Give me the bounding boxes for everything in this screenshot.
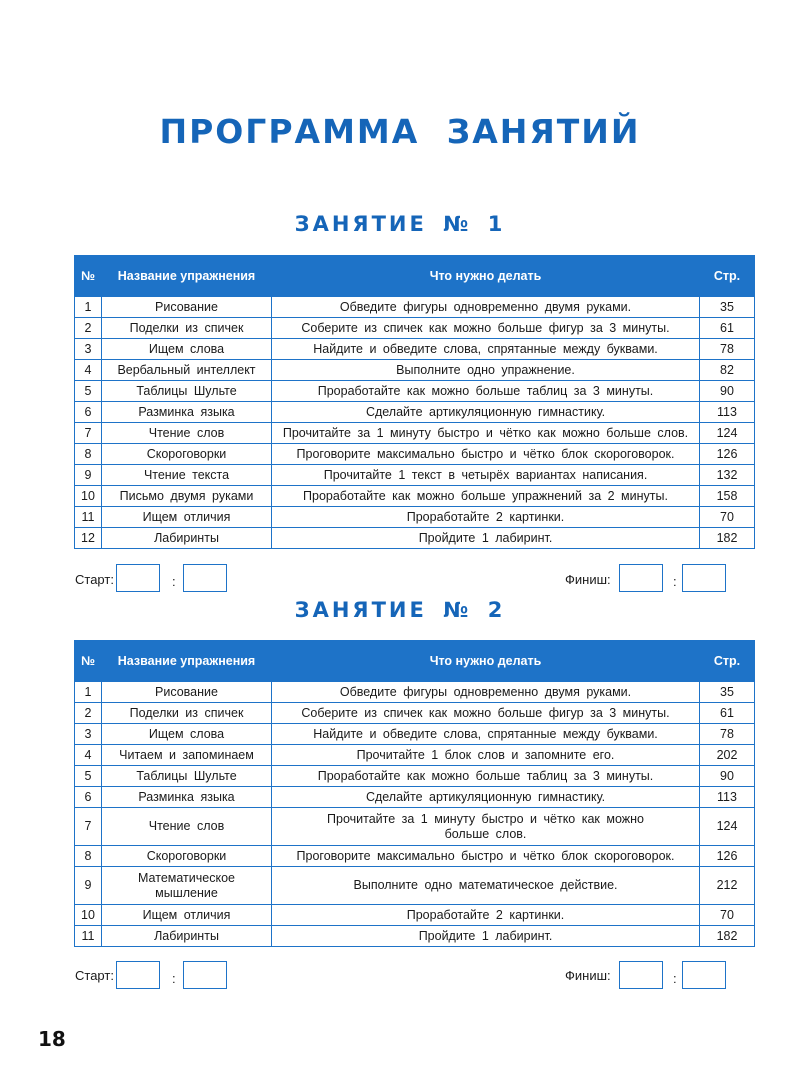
row-num: 5 bbox=[75, 766, 102, 787]
exercise-page: 35 bbox=[700, 682, 755, 703]
row-num: 12 bbox=[75, 528, 102, 549]
exercise-task: Пройдите 1 лабиринт. bbox=[272, 528, 700, 549]
table-row bbox=[75, 846, 755, 867]
exercise-name: Лабиринты bbox=[102, 926, 272, 947]
exercise-page: 124 bbox=[700, 423, 755, 444]
lesson-2-start-colon: : bbox=[172, 971, 176, 986]
row-num: 1 bbox=[75, 297, 102, 318]
lesson-1-table bbox=[74, 255, 755, 549]
exercise-task: Соберите из спичек как можно больше фигур за 3 минуты. bbox=[272, 318, 700, 339]
lesson-2-start-label: Старт: bbox=[75, 968, 114, 983]
exercise-name: Таблицы Шульте bbox=[102, 381, 272, 402]
lesson-2-finish-minutes-box[interactable] bbox=[682, 961, 726, 989]
exercise-task: Проработайте как можно больше таблиц за 3 минуты. bbox=[272, 381, 700, 402]
exercise-page: 158 bbox=[700, 486, 755, 507]
exercise-name: Чтение слов bbox=[102, 423, 272, 444]
row-num: 3 bbox=[75, 724, 102, 745]
exercise-task: Проговорите максимально быстро и чётко блок скороговорок. bbox=[272, 846, 700, 867]
lesson-1-start-colon: : bbox=[172, 574, 176, 589]
table-row bbox=[75, 339, 755, 360]
header-page: Стр. bbox=[700, 641, 755, 682]
table-row bbox=[75, 486, 755, 507]
header-page: Стр. bbox=[700, 256, 755, 297]
table-row bbox=[75, 423, 755, 444]
exercise-name: Чтение текста bbox=[102, 465, 272, 486]
table-row bbox=[75, 528, 755, 549]
exercise-page: 126 bbox=[700, 846, 755, 867]
exercise-name: Поделки из спичек bbox=[102, 318, 272, 339]
row-num: 1 bbox=[75, 682, 102, 703]
exercise-name: Рисование bbox=[102, 682, 272, 703]
header-num: № bbox=[75, 256, 102, 297]
table-row bbox=[75, 724, 755, 745]
row-num: 6 bbox=[75, 787, 102, 808]
exercise-task: Найдите и обведите слова, спрятанные между буквами. bbox=[272, 339, 700, 360]
exercise-name: Лабиринты bbox=[102, 528, 272, 549]
table-row bbox=[75, 787, 755, 808]
exercise-task: Проработайте как можно больше упражнений за 2 минуты. bbox=[272, 486, 700, 507]
exercise-name: Таблицы Шульте bbox=[102, 766, 272, 787]
exercise-name: Чтение слов bbox=[102, 808, 272, 846]
exercise-page: 90 bbox=[700, 766, 755, 787]
exercise-task: Соберите из спичек как можно больше фигур за 3 минуты. bbox=[272, 703, 700, 724]
exercise-page: 82 bbox=[700, 360, 755, 381]
row-num: 4 bbox=[75, 745, 102, 766]
header-task: Что нужно делать bbox=[272, 641, 700, 682]
exercise-page: 78 bbox=[700, 724, 755, 745]
exercise-name: Ищем отличия bbox=[102, 507, 272, 528]
row-num: 8 bbox=[75, 846, 102, 867]
exercise-page: 70 bbox=[700, 905, 755, 926]
table-header-row bbox=[75, 641, 755, 682]
table-row bbox=[75, 318, 755, 339]
row-num: 10 bbox=[75, 486, 102, 507]
exercise-page: 78 bbox=[700, 339, 755, 360]
row-num: 6 bbox=[75, 402, 102, 423]
header-name: Название упражнения bbox=[102, 256, 272, 297]
exercise-name: Скороговорки bbox=[102, 444, 272, 465]
row-num: 2 bbox=[75, 318, 102, 339]
exercise-task: Сделайте артикуляционную гимнастику. bbox=[272, 402, 700, 423]
exercise-page: 212 bbox=[700, 867, 755, 905]
table-row bbox=[75, 297, 755, 318]
exercise-name: Поделки из спичек bbox=[102, 703, 272, 724]
header-task: Что нужно делать bbox=[272, 256, 700, 297]
lesson-1-finish-label: Финиш: bbox=[565, 572, 611, 587]
header-name: Название упражнения bbox=[102, 641, 272, 682]
exercise-page: 182 bbox=[700, 528, 755, 549]
lesson-1-start-label: Старт: bbox=[75, 572, 114, 587]
exercise-page: 126 bbox=[700, 444, 755, 465]
table-row bbox=[75, 402, 755, 423]
exercise-task: Обведите фигуры одновременно двумя руками. bbox=[272, 297, 700, 318]
exercise-page: 124 bbox=[700, 808, 755, 846]
lesson-1-start-hours-box[interactable] bbox=[116, 564, 160, 592]
exercise-task: Прочитайте 1 блок слов и запомните его. bbox=[272, 745, 700, 766]
exercise-task: Проработайте как можно больше таблиц за 3 минуты. bbox=[272, 766, 700, 787]
exercise-task: Прочитайте 1 текст в четырёх вариантах написания. bbox=[272, 465, 700, 486]
lesson-1-finish-minutes-box[interactable] bbox=[682, 564, 726, 592]
row-num: 10 bbox=[75, 905, 102, 926]
exercise-task: Обведите фигуры одновременно двумя руками. bbox=[272, 682, 700, 703]
table-row bbox=[75, 867, 755, 905]
exercise-task: Прочитайте за 1 минуту быстро и чётко как можно больше слов. bbox=[272, 423, 700, 444]
exercise-task: Выполните одно математическое действие. bbox=[272, 867, 700, 905]
exercise-name: Скороговорки bbox=[102, 846, 272, 867]
row-num: 9 bbox=[75, 465, 102, 486]
lesson-2-title: ЗАНЯТИЕ № 2 bbox=[294, 598, 506, 622]
page-number: 18 bbox=[38, 1027, 66, 1051]
exercise-name: Ищем отличия bbox=[102, 905, 272, 926]
exercise-page: 182 bbox=[700, 926, 755, 947]
table-row bbox=[75, 444, 755, 465]
lesson-2-start-hours-box[interactable] bbox=[116, 961, 160, 989]
lesson-2-start-minutes-box[interactable] bbox=[183, 961, 227, 989]
lesson-2-finish-hours-box[interactable] bbox=[619, 961, 663, 989]
exercise-page: 61 bbox=[700, 703, 755, 724]
lesson-2-finish-label: Финиш: bbox=[565, 968, 611, 983]
exercise-page: 70 bbox=[700, 507, 755, 528]
lesson-1-finish-colon: : bbox=[673, 574, 677, 589]
exercise-name: Вербальный интеллект bbox=[102, 360, 272, 381]
exercise-name: Математическое мышление bbox=[102, 867, 272, 905]
exercise-task: Найдите и обведите слова, спрятанные между буквами. bbox=[272, 724, 700, 745]
table-row bbox=[75, 507, 755, 528]
lesson-1-finish-hours-box[interactable] bbox=[619, 564, 663, 592]
exercise-name: Ищем слова bbox=[102, 724, 272, 745]
row-num: 11 bbox=[75, 507, 102, 528]
exercise-name: Разминка языка bbox=[102, 402, 272, 423]
lesson-2-table bbox=[74, 640, 755, 947]
row-num: 7 bbox=[75, 423, 102, 444]
table-row bbox=[75, 703, 755, 724]
exercise-task: Сделайте артикуляционную гимнастику. bbox=[272, 787, 700, 808]
exercise-name: Письмо двумя руками bbox=[102, 486, 272, 507]
exercise-name: Читаем и запоминаем bbox=[102, 745, 272, 766]
exercise-page: 132 bbox=[700, 465, 755, 486]
row-num: 7 bbox=[75, 808, 102, 846]
table-row bbox=[75, 905, 755, 926]
exercise-name: Рисование bbox=[102, 297, 272, 318]
row-num: 3 bbox=[75, 339, 102, 360]
header-num: № bbox=[75, 641, 102, 682]
exercise-page: 90 bbox=[700, 381, 755, 402]
exercise-task: Проработайте 2 картинки. bbox=[272, 905, 700, 926]
exercise-page: 113 bbox=[700, 787, 755, 808]
row-num: 11 bbox=[75, 926, 102, 947]
row-num: 5 bbox=[75, 381, 102, 402]
lesson-1-title: ЗАНЯТИЕ № 1 bbox=[294, 212, 506, 236]
table-row bbox=[75, 381, 755, 402]
table-row bbox=[75, 465, 755, 486]
table-row bbox=[75, 745, 755, 766]
table-row bbox=[75, 360, 755, 381]
exercise-page: 202 bbox=[700, 745, 755, 766]
exercise-page: 113 bbox=[700, 402, 755, 423]
exercise-task: Проговорите максимально быстро и чётко блок скороговорок. bbox=[272, 444, 700, 465]
lesson-1-start-minutes-box[interactable] bbox=[183, 564, 227, 592]
exercise-task: Прочитайте за 1 минуту быстро и чётко как можно больше слов. bbox=[272, 808, 700, 846]
exercise-name: Ищем слова bbox=[102, 339, 272, 360]
page-title: ПРОГРАММА ЗАНЯТИЙ bbox=[159, 112, 641, 151]
exercise-task: Пройдите 1 лабиринт. bbox=[272, 926, 700, 947]
exercise-task: Проработайте 2 картинки. bbox=[272, 507, 700, 528]
table-row bbox=[75, 766, 755, 787]
row-num: 2 bbox=[75, 703, 102, 724]
exercise-page: 61 bbox=[700, 318, 755, 339]
table-row bbox=[75, 808, 755, 846]
row-num: 9 bbox=[75, 867, 102, 905]
table-row bbox=[75, 682, 755, 703]
row-num: 8 bbox=[75, 444, 102, 465]
row-num: 4 bbox=[75, 360, 102, 381]
table-header-row bbox=[75, 256, 755, 297]
exercise-task: Выполните одно упражнение. bbox=[272, 360, 700, 381]
exercise-name: Разминка языка bbox=[102, 787, 272, 808]
lesson-2-finish-colon: : bbox=[673, 971, 677, 986]
exercise-page: 35 bbox=[700, 297, 755, 318]
table-row bbox=[75, 926, 755, 947]
